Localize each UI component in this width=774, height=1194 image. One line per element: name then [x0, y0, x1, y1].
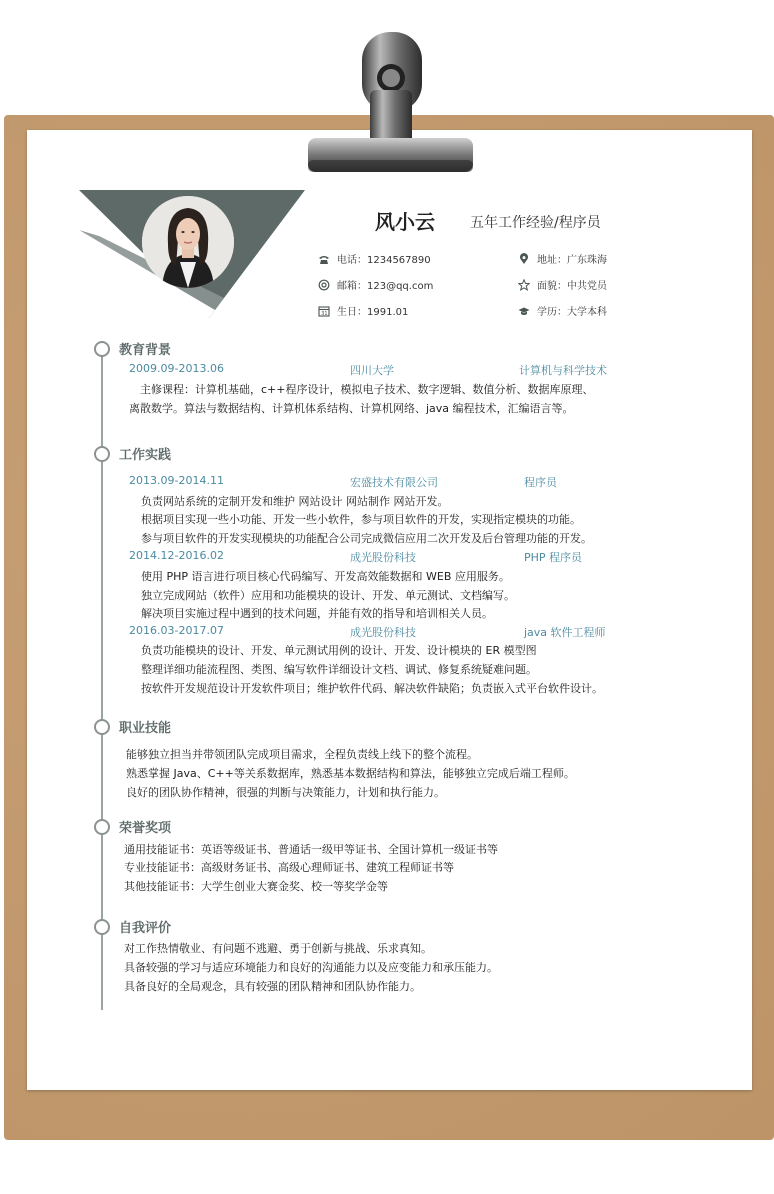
section-title: 教育背景: [119, 343, 172, 358]
award-line: 其他技能证书：大学生创业大赛金奖、校一等奖学金等: [124, 880, 388, 893]
edu-school: 四川大学: [350, 364, 394, 377]
job-company: 成光股份科技: [350, 626, 416, 639]
job-role: PHP 程序员: [524, 551, 583, 564]
info-education-text: 学历：大学本科: [537, 307, 607, 318]
edu-date: 2009.09-2013.06: [129, 362, 224, 375]
job-date: 2014.12-2016.02: [129, 549, 224, 562]
location-pin-icon: [518, 253, 530, 265]
section-self: [94, 917, 171, 936]
award-line: 通用技能证书：英语等级证书、普通话一级甲等证书、全国计算机一级证书等: [124, 843, 498, 856]
star-icon: [518, 279, 530, 291]
job-date: 2016.03-2017.07: [129, 624, 224, 637]
graduation-cap-icon: [518, 305, 530, 317]
section-education: [94, 339, 171, 358]
portrait-photo: [142, 196, 234, 288]
section-title: 荣誉奖项: [119, 821, 172, 836]
job-line: 按软件开发规范设计开发软件项目；维护软件代码、解决软件缺陷；负责嵌入式平台软件设计。: [141, 682, 603, 695]
section-skills: [94, 717, 171, 736]
info-email: [318, 277, 433, 292]
timeline-dot: [94, 446, 110, 462]
at-icon: [318, 279, 330, 291]
info-political-text: 面貌：中共党员: [537, 281, 607, 292]
calendar-icon: [318, 305, 330, 317]
job-line: 独立完成网站（软件）应用和功能模块的设计、开发、单元测试、文档编写。: [141, 589, 515, 602]
job-line: 使用 PHP 语言进行项目核心代码编写、开发高效能数据和 WEB 应用服务。: [141, 570, 510, 583]
edu-line: 离散数学。算法与数据结构、计算机体系结构、计算机网络、java 编程技术，汇编语言等。: [129, 402, 574, 415]
skill-line: 熟悉掌握 Java、C++等关系数据库，熟悉基本数据结构和算法，能够独立完成后端工程师。: [126, 767, 575, 780]
section-title: 自我评价: [119, 921, 172, 936]
timeline-dot: [94, 719, 110, 735]
info-email-text: 邮箱：123@qq.com: [337, 281, 434, 292]
self-line: 具备良好的全局观念，具有较强的团队精神和团队协作能力。: [124, 980, 421, 993]
applicant-name: 风小云: [375, 210, 435, 234]
job-date: 2013.09-2014.11: [129, 474, 224, 487]
job-company: 宏盛技术有限公司: [350, 476, 438, 489]
section-title: 职业技能: [119, 721, 172, 736]
section-work: [94, 444, 171, 463]
award-line: 专业技能证书：高级财务证书、高级心理师证书、建筑工程师证书等: [124, 861, 454, 874]
phone-icon: [318, 253, 330, 265]
skill-line: 良好的团队协作精神，很强的判断与决策能力，计划和执行能力。: [126, 786, 445, 799]
info-education: [518, 303, 607, 318]
info-political: [518, 277, 607, 292]
job-role: java 软件工程师: [524, 626, 606, 639]
edu-major: 计算机与科学技术: [519, 364, 607, 377]
section-title: 工作实践: [119, 448, 172, 463]
job-line: 负责网站系统的定制开发和维护 网站设计 网站制作 网站开发。: [141, 495, 449, 508]
svg-text:31: 31: [321, 310, 328, 317]
timeline-dot: [94, 341, 110, 357]
info-birthday: [318, 303, 408, 318]
job-role: 程序员: [524, 476, 557, 489]
timeline-dot: [94, 919, 110, 935]
job-line: 参与项目软件的开发实现模块的功能配合公司完成微信应用二次开发及后台管理功能的开发。: [141, 532, 592, 545]
info-address-text: 地址：广东珠海: [537, 255, 607, 266]
job-line: 负责功能模块的设计、开发、单元测试用例的设计、开发、设计模块的 ER 模型图: [141, 644, 537, 657]
skill-line: 能够独立担当并带领团队完成项目需求，全程负责线上线下的整个流程。: [126, 748, 478, 761]
edu-line: 主修课程：计算机基础，c++程序设计，模拟电子技术、数字逻辑、数值分析、数据库原理、: [140, 383, 594, 396]
avatar: [142, 196, 234, 288]
job-line: 整理详细功能流程图、类图、编写软件详细设计文档、调试、修复系统疑难问题。: [141, 663, 537, 676]
binder-clip-icon: [300, 28, 480, 178]
job-company: 成光股份科技: [350, 551, 416, 564]
applicant-subtitle: 五年工作经验/程序员: [470, 215, 601, 231]
info-birthday-text: 生日：1991.01: [337, 307, 409, 318]
self-line: 具备较强的学习与适应环境能力和良好的沟通能力以及应变能力和承压能力。: [124, 961, 498, 974]
info-phone-text: 电话：1234567890: [337, 255, 431, 266]
info-address: [518, 251, 607, 266]
info-phone: [318, 251, 431, 266]
timeline-dot: [94, 819, 110, 835]
section-awards: [94, 817, 171, 836]
job-line: 根据项目实现一些小功能、开发一些小软件，参与项目软件的开发，实现指定模块的功能。: [141, 513, 581, 526]
job-line: 解决项目实施过程中遇到的技术问题，并能有效的指导和培训相关人员。: [141, 607, 493, 620]
self-line: 对工作热情敬业、有问题不逃避、勇于创新与挑战、乐求真知。: [124, 942, 432, 955]
